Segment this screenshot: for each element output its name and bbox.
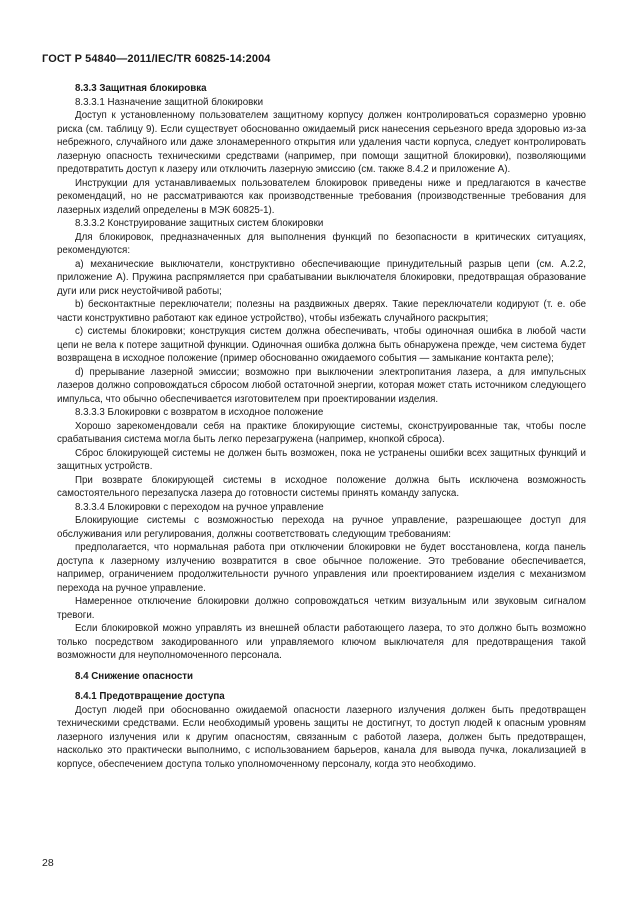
- subsection-heading-8-3-3-4: 8.3.3.4 Блокировки с переходом на ручное управление: [75, 501, 324, 513]
- list-item-c: с) системы блокировки; конструкция систем должна обеспечивать, чтобы одиночная ошибка в любой части цепи не вела к потере защитной функции. Одиночная ошибка должна быть обнаружена прежде, чем система будет возвращена в исходное положение (пример обоснованно ожидаемого события — замыкание контакта реле);: [57, 326, 586, 364]
- paragraph: Блокирующие системы с возможностью перехода на ручное управление, разрешающее доступ для обслуживания или регулирования, должны соответствовать следующим требованиям:: [57, 515, 586, 540]
- page-number: 28: [42, 857, 54, 869]
- paragraph: Хорошо зарекомендовали себя на практике блокирующие системы, сконструированные так, чтобы после срабатывания система могла быть легко перезагружена (например, кнопкой сброса).: [57, 420, 586, 445]
- paragraph: Доступ людей при обоснованно ожидаемой опасности лазерного излучения должен быть предотвращен техническими средствами. Если необходимый уровень защиты не достигнут, то доступ людей к опасным уровням лазерного излучения или к другим опасностям, связанным с работой лазера, должен быть предотвращен, насколько это практически выполнимо, с использованием барьеров, канала для вывода пучка, локализацией в корпусе, обеспечением доступа только уполномоченному персоналу, когда это необходимо.: [57, 704, 586, 770]
- list-item-a: а) механические выключатели, конструктивно обеспечивающие принудительный разрыв цепи (см. А.2.2, приложение А). Пружина распрямляется при срабатывании выключателя блокировки, предотвращая образование дуги или риск неустойчивой работы;: [57, 258, 586, 297]
- list-item-b: b) бесконтактные переключатели; полезны на раздвижных дверях. Такие переключатели кодируют (т. е. обе части конструктивно работают как единое устройство), чтобы избежать случайного раскрытия;: [57, 299, 586, 324]
- paragraph: Для блокировок, предназначенных для выполнения функций по безопасности в критических ситуациях, рекомендуются:: [57, 231, 586, 256]
- page-content: [57, 82, 586, 771]
- running-header: ГОСТ Р 54840—2011/IEC/TR 60825-14:2004: [42, 53, 271, 65]
- section-heading-8-4-1: 8.4.1 Предотвращение доступа: [75, 691, 225, 702]
- section-heading-8-4: 8.4 Снижение опасности: [75, 670, 194, 682]
- paragraph: Если блокировкой можно управлять из внешней области работающего лазера, то это должно быть возможно только посредством закодированного или управляемого ключом выключателя для предотвращения такой возможности для неуполномоченного персонала.: [57, 623, 586, 661]
- paragraph: При возврате блокирующей системы в исходное положение должна быть исключена возможность самостоятельного перезапуска лазера до готовности системы принять команду запуска.: [57, 474, 586, 499]
- paragraph: Намеренное отключение блокировки должно сопровождаться четким визуальным или звуковым сигналом тревоги.: [57, 596, 586, 621]
- list-item-d: d) прерывание лазерной эмиссии; возможно при выключении электропитания лазера, а для импульсных лазеров должно сопровождаться сбросом любой остаточной энергии, которая может стать источником следующего импульса, что обычно обеспечивается изготовителем при проектировании изделия.: [57, 366, 586, 405]
- subsection-heading-8-3-3-2: 8.3.3.2 Конструирование защитных систем блокировки: [75, 218, 324, 229]
- subsection-heading-8-3-3-3: 8.3.3.3 Блокировки с возвратом в исходное положение: [75, 407, 324, 418]
- paragraph: Доступ к установленному пользователем защитному корпусу должен контролироваться соразмерно уровню риска (см. таблицу 9). Если существует обоснованно ожидаемый риск нанесения серьезного вреда здоровью из-за небрежного, случайного или даже злонамеренного открытия или удаления части корпуса, следует контролировать лазерную опасность техническими средствами (например, при помощи защитной блокировки), позволяющими предотвратить доступ к лазеру или отключить лазерную эмиссию (см. также 8.4.2 и приложение А).: [57, 110, 586, 175]
- section-heading-8-3-3: 8.3.3 Защитная блокировка: [75, 83, 207, 94]
- paragraph: Инструкции для устанавливаемых пользователем блокировок приведены ниже и предлагаются в качестве рекомендаций, но не рассматриваются как производственные требования (производственные требования для лазерных изделий определены в МЭК 60825-1).: [57, 177, 586, 216]
- subsection-heading-8-3-3-1: 8.3.3.1 Назначение защитной блокировки: [75, 96, 264, 108]
- paragraph: Сброс блокирующей системы не должен быть возможен, пока не устранены ошибки всех защитных функций и защитных устройств.: [57, 447, 586, 472]
- paragraph: предполагается, что нормальная работа при отключении блокировки не будет восстановлена, когда панель доступа к лазерному излучению возвратится в свое обычное положение. Это требование обеспечивается, например, ограничением продолжительности ручного управления или проектированием изделия с механизмом перехода на ручное управление.: [57, 542, 586, 594]
